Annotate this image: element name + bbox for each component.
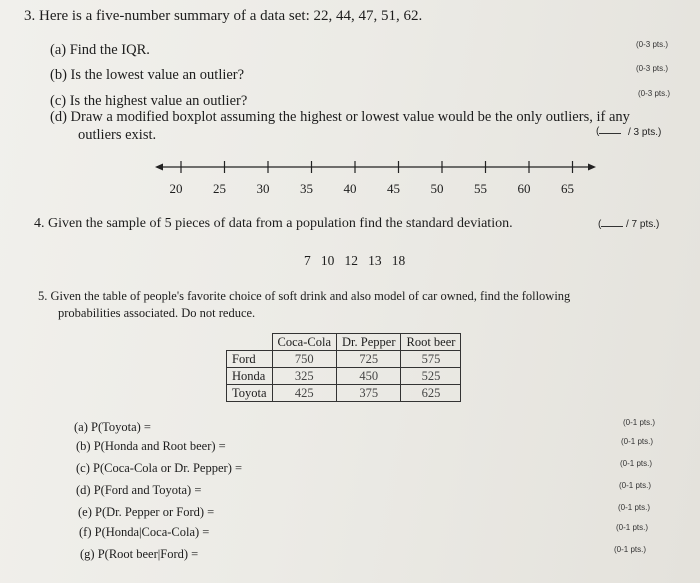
q5-part-e-points: (0-1 pts.) [618, 503, 651, 512]
column-header: Dr. Pepper [337, 334, 401, 351]
q5-part-d: (d) P(Ford and Toyota) = [76, 483, 202, 497]
q5-part-e: (e) P(Dr. Pepper or Ford) = [78, 505, 215, 519]
table-row [227, 368, 461, 385]
axis-tick-label: 50 [430, 181, 444, 196]
q5-part-b: (b) P(Honda and Root beer) = [76, 439, 226, 453]
column-header: Root beer [401, 334, 461, 351]
table-row [227, 385, 461, 402]
table-cell: 625 [401, 385, 461, 402]
table-cell: 375 [337, 385, 401, 402]
q3-part-b: (b) Is the lowest value an outlier? [50, 67, 245, 83]
axis-tick-label: 55 [474, 181, 487, 196]
q5-part-c: (c) P(Coca-Cola or Dr. Pepper) = [76, 461, 243, 475]
q5-part-d-points: (0-1 pts.) [619, 481, 652, 490]
table-row [227, 351, 461, 368]
row-label: Honda [227, 368, 273, 385]
q3-part-d-score-blank: ( [596, 126, 621, 137]
axis-tick-label: 30 [256, 181, 270, 196]
row-label: Ford [227, 351, 273, 368]
q4-title: 4. Given the sample of 5 pieces of data from a population find the standard deviation. [34, 216, 513, 231]
axis-tick-label: 45 [387, 181, 400, 196]
axis-tick-label: 60 [517, 181, 531, 196]
column-header: Coca-Cola [272, 334, 336, 351]
table-cell: 425 [272, 385, 336, 402]
q3-part-d-points: / 3 pts.) [628, 127, 662, 138]
q5-part-a: (a) P(Toyota) = [74, 420, 151, 434]
q5-part-c-points: (0-1 pts.) [620, 459, 653, 468]
table-cell: 725 [337, 351, 401, 368]
axis-tick-label: 65 [561, 181, 574, 196]
q3-part-c: (c) Is the highest value an outlier? [50, 93, 248, 109]
q4-data: 7 10 12 13 18 [304, 253, 406, 268]
row-label: Toyota [227, 385, 273, 402]
q5-part-g-points: (0-1 pts.) [614, 545, 647, 554]
table-cell: 750 [272, 351, 336, 368]
q5-title-line1: 5. Given the table of people's favorite choice of soft drink and also model of car owned, find the following [38, 289, 571, 303]
table-cell: 450 [337, 368, 401, 385]
q3-part-d-line2: outliers exist. [78, 127, 157, 143]
axis-tick-label: 20 [169, 181, 183, 196]
q4-points: / 7 pts.) [626, 219, 660, 230]
table-cell: 325 [272, 368, 336, 385]
axis-tick-label: 25 [213, 181, 226, 196]
axis-tick-label: 40 [343, 181, 357, 196]
q5-part-a-points: (0-1 pts.) [623, 418, 656, 427]
q3-part-a: (a) Find the IQR. [50, 42, 150, 58]
table-cell: 525 [401, 368, 461, 385]
q5-title-line2: probabilities associated. Do not reduce. [58, 306, 256, 320]
q4-score-blank: ( [598, 219, 623, 230]
axis-tick-label: 35 [300, 181, 313, 196]
q5-part-g: (g) P(Root beer|Ford) = [80, 547, 199, 561]
contingency-table [226, 333, 461, 402]
q5-part-f: (f) P(Honda|Coca-Cola) = [79, 525, 210, 539]
q3-part-d: (d) Draw a modified boxplot assuming the highest or lowest value would be the only outliers, if any [50, 109, 630, 125]
q5-part-b-points: (0-1 pts.) [621, 437, 654, 446]
table-cell: 575 [401, 351, 461, 368]
q3-part-c-points: (0-3 pts.) [638, 89, 671, 98]
q3-part-b-points: (0-3 pts.) [636, 64, 669, 73]
q3-part-a-points: (0-3 pts.) [636, 40, 669, 49]
q3-title: 3. Here is a five-number summary of a data set: 22, 44, 47, 51, 62. [24, 8, 423, 24]
q5-part-f-points: (0-1 pts.) [616, 523, 649, 532]
